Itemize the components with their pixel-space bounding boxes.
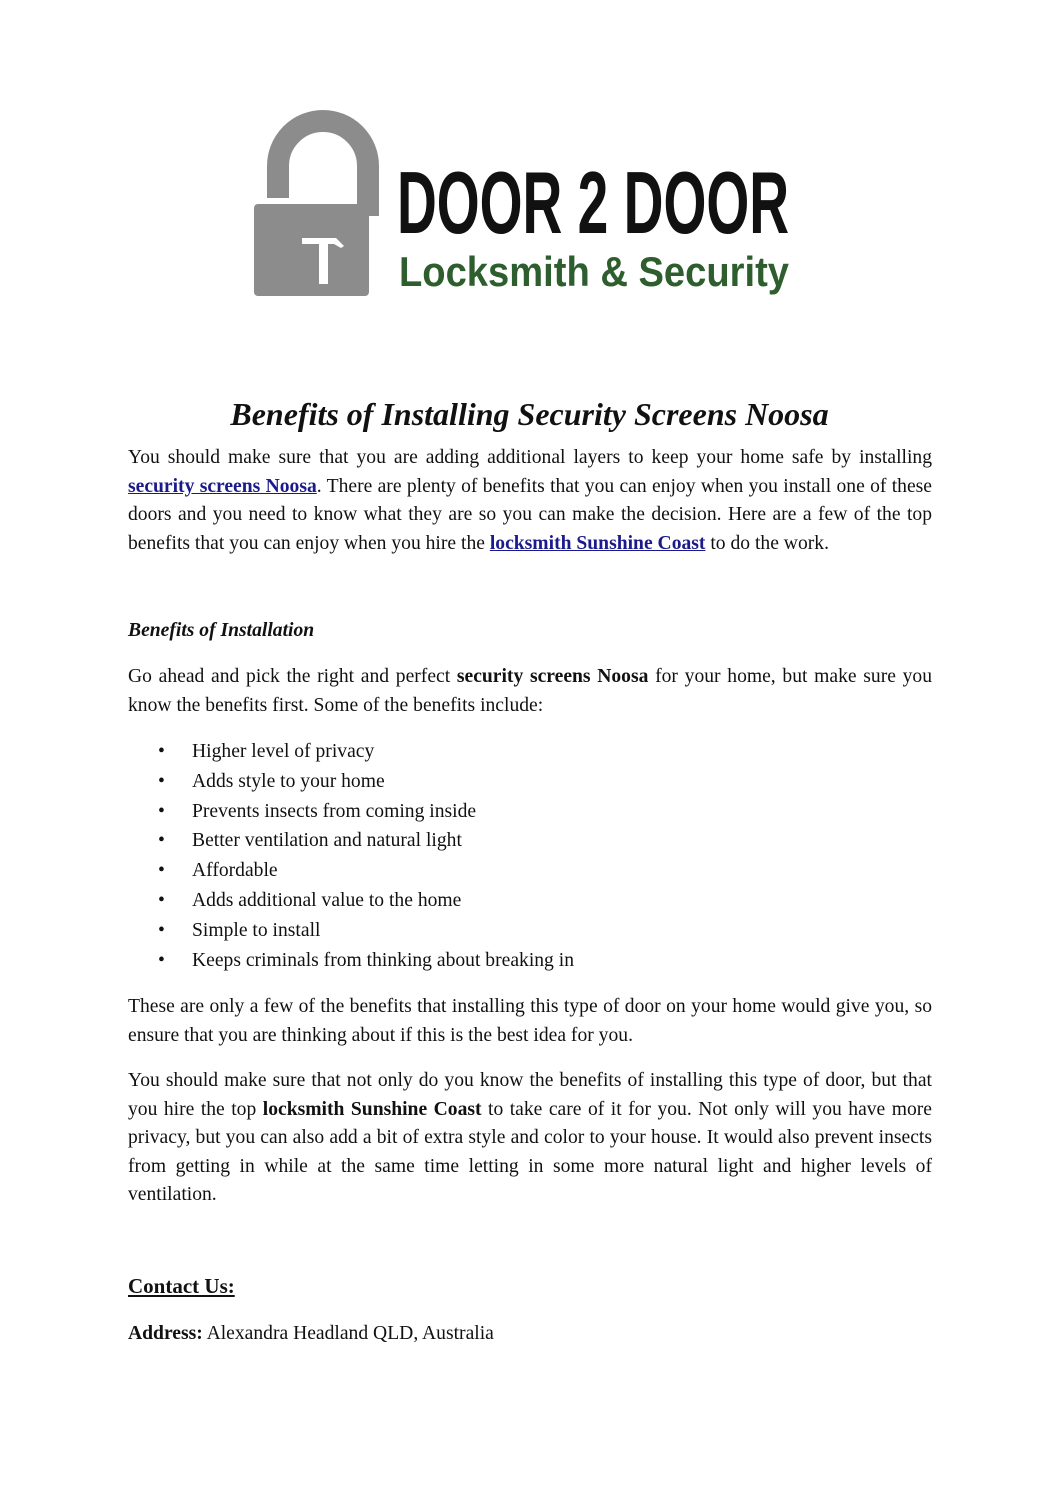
list-item: • Simple to install — [128, 916, 932, 946]
address-value: Alexandra Headland QLD, Australia — [202, 1323, 494, 1344]
list-item: • Prevents insects from coming inside — [128, 797, 932, 827]
company-logo — [250, 126, 800, 301]
svg-text:Locksmith & Security: Locksmith & Security — [399, 248, 790, 295]
subheading: Benefits of Installation — [128, 620, 315, 641]
bold-text: locksmith Sunshine Coast — [262, 1098, 482, 1120]
svg-text:DOOR 2 DOOR: DOOR 2 DOOR — [397, 153, 789, 252]
closing-paragraph — [128, 1067, 932, 1210]
text: for your home, but make sure you know the benefits first. Some of the benefits include: — [128, 666, 932, 716]
address-line — [128, 1320, 932, 1349]
text: to do the work. — [705, 532, 829, 554]
text: Go ahead and pick the right and perfect — [128, 666, 457, 687]
summary-paragraph: These are only a few of the benefits that installing this type of door on your home would give you, so ensure that you are thinking about if this is the best idea for you. — [128, 996, 932, 1046]
list-item: • Adds style to your home — [128, 767, 932, 797]
address-label: Address: — [128, 1323, 203, 1344]
page-title: Benefits of Installing Security Screens Noosa — [230, 396, 829, 432]
list-item: • Higher level of privacy — [128, 737, 932, 767]
list-item: • Affordable — [128, 856, 932, 886]
list-item: • Adds additional value to the home — [128, 886, 932, 916]
padlock-hammer-icon — [250, 126, 800, 301]
text: You should make sure that you are adding additional layers to keep your home safe by installing — [128, 447, 932, 468]
list-item: • Keeps criminals from thinking about breaking in — [128, 946, 932, 976]
list-item: • Better ventilation and natural light — [128, 826, 932, 856]
bold-text: security screens Noosa — [456, 666, 649, 687]
intro-paragraph — [128, 444, 932, 558]
text: . There are plenty of benefits that you can enjoy when you install one of these doors and you need to know what they are so you can make the decision. Here are a few of the top benefits that you can enjoy when you hire the — [128, 475, 932, 554]
locksmith-link[interactable]: locksmith Sunshine Coast — [489, 532, 706, 554]
benefits-list — [128, 737, 932, 975]
text: to take care of it for you. Not only will you have more privacy, but you can also add a bit of extra style and color to your house. It would also prevent insects from getting in while at the same time letting in some more natural light and higher levels of ventilation. — [128, 1098, 933, 1206]
contact-heading: Contact Us: — [128, 1274, 235, 1298]
benefits-intro-paragraph — [128, 663, 932, 720]
security-screens-link[interactable]: security screens Noosa — [128, 475, 317, 497]
text: You should make sure that not only do you know the benefits of installing this type of door, but that you hire the top — [128, 1070, 932, 1120]
